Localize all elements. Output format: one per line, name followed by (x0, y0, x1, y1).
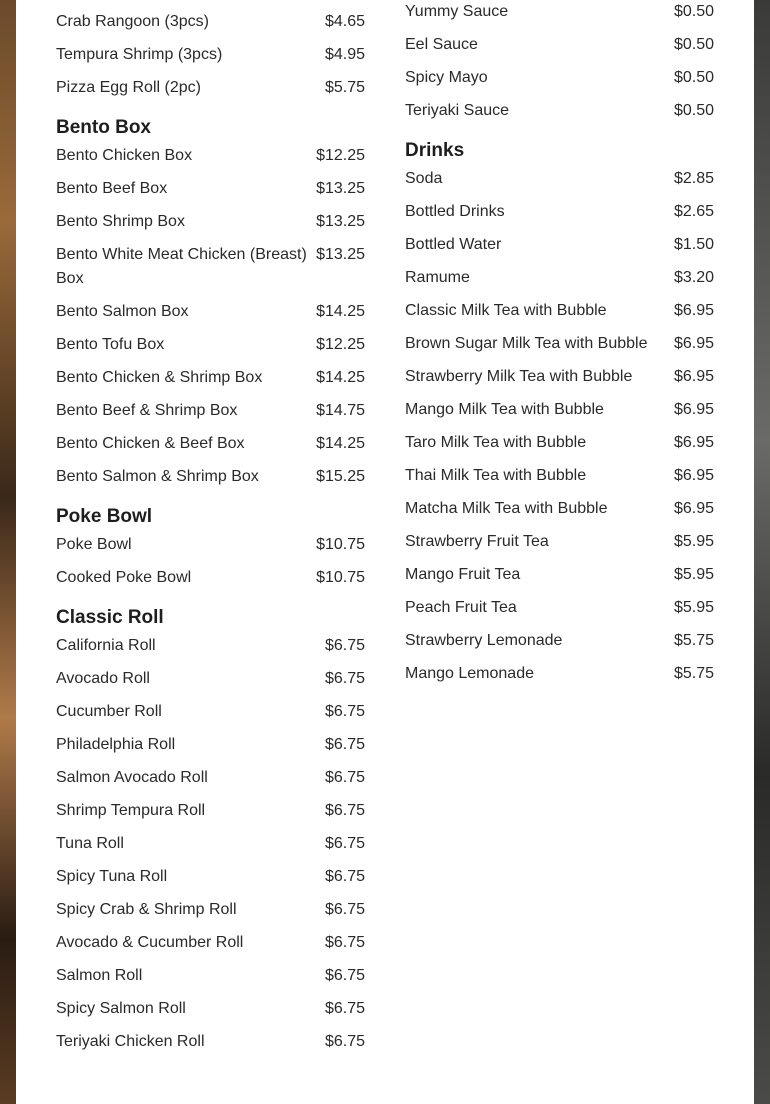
menu-item-name: Brown Sugar Milk Tea with Bubble (405, 335, 648, 352)
menu-item-price (325, 0, 365, 1)
menu-item-name: Avocado Roll (56, 670, 150, 687)
menu-item (56, 700, 365, 724)
menu-item-price: $5.95 (673, 599, 714, 616)
menu-section-classic-roll (56, 604, 365, 1054)
section-heading: Drinks (405, 140, 465, 161)
menu-item-name: Bottled Drinks (405, 203, 505, 220)
menu-item (405, 497, 714, 521)
menu-item (56, 832, 365, 856)
menu-item-name: Poke Bowl (56, 536, 132, 553)
menu-item-price: $0.50 (673, 3, 714, 20)
menu-item-name: Bottled Water (405, 236, 502, 253)
menu-column-right (405, 0, 714, 700)
menu-item (56, 865, 365, 889)
menu-item-name: Crab Rangoon (3pcs) (56, 13, 209, 30)
menu-item-name: Salmon Avocado Roll (56, 769, 208, 786)
menu-item (405, 365, 714, 389)
menu-item-name: Bento Salmon Box (56, 303, 189, 320)
menu-item-price: $14.25 (316, 303, 365, 320)
menu-item-price: $14.25 (316, 369, 365, 386)
menu-item-name: Bento Chicken & Beef Box (56, 435, 245, 452)
menu-item (56, 733, 365, 757)
menu-item-name: Bento Chicken & Shrimp Box (56, 369, 263, 386)
menu-column-left (56, 0, 365, 1068)
menu-item (405, 662, 714, 686)
menu-item (56, 0, 365, 1)
menu-item (56, 333, 365, 357)
menu-item-name: Bento Beef & Shrimp Box (56, 402, 238, 419)
menu-item-price: $6.95 (673, 401, 714, 418)
menu-item-name: Philadelphia Roll (56, 736, 176, 753)
menu-item (405, 431, 714, 455)
menu-item-name: Bento Chicken Box (56, 147, 193, 164)
menu-section-sauce (405, 0, 714, 123)
menu-item-price: $5.75 (673, 665, 714, 682)
menu-item-name: Spicy Crab & Shrimp Roll (56, 901, 237, 918)
menu-item-price: $6.75 (324, 1033, 365, 1050)
menu-item-price: $0.50 (673, 36, 714, 53)
menu-item-price: $6.75 (324, 802, 365, 819)
menu-item (405, 99, 714, 123)
menu-item-name: Mango Lemonade (405, 665, 534, 682)
menu-item (56, 10, 365, 34)
menu-item-price: $13.25 (316, 246, 365, 263)
menu-item-name: Pizza Egg Roll (2pc) (56, 79, 201, 96)
menu-item-name: Peach Fruit Tea (405, 599, 517, 616)
menu-item-price: $4.95 (324, 46, 365, 63)
section-heading: Classic Roll (56, 607, 164, 628)
menu-item-price: $10.75 (316, 569, 365, 586)
menu-item-name: Spicy Salmon Roll (56, 1000, 186, 1017)
menu-item-price: $1.50 (673, 236, 714, 253)
menu-item (56, 1030, 365, 1054)
menu-item (56, 533, 365, 557)
menu-item-price: $6.95 (673, 467, 714, 484)
menu-item-price: $5.75 (673, 632, 714, 649)
menu-item-price: $0.50 (673, 69, 714, 86)
menu-item (405, 398, 714, 422)
section-heading: Poke Bowl (56, 506, 153, 527)
menu-item-price: $2.65 (673, 203, 714, 220)
menu-item (405, 200, 714, 224)
menu-item (56, 300, 365, 324)
menu-section-poke-bowl (56, 503, 365, 590)
menu-item-name: Teriyaki Sauce (405, 102, 510, 119)
menu-item-price: $6.75 (324, 835, 365, 852)
menu-item (56, 465, 365, 489)
menu-item-name: Ramume (405, 269, 470, 286)
menu-item (56, 634, 365, 658)
menu-item-price: $12.25 (316, 147, 365, 164)
menu-item-price: $5.95 (673, 533, 714, 550)
menu-item-price: $6.95 (673, 434, 714, 451)
menu-item-price: $14.25 (316, 435, 365, 452)
menu-item (56, 799, 365, 823)
menu-item-name: Salmon Roll (56, 967, 143, 984)
menu-item-name: Mango Fruit Tea (405, 566, 521, 583)
menu-item (56, 667, 365, 691)
menu-item-name: Spicy Tuna Roll (56, 868, 168, 885)
menu-item-price: $13.25 (316, 180, 365, 197)
menu-item-price: $6.75 (324, 1000, 365, 1017)
menu-item (56, 366, 365, 390)
menu-item-price: $6.95 (673, 368, 714, 385)
menu-item-name: California Roll (56, 637, 156, 654)
menu-item (56, 898, 365, 922)
menu-item-name: Classic Milk Tea with Bubble (405, 302, 607, 319)
menu-item-name: Avocado & Cucumber Roll (56, 934, 244, 951)
menu-panel (16, 0, 754, 1104)
menu-item-price: $6.75 (324, 967, 365, 984)
menu-item-price: $6.75 (324, 934, 365, 951)
menu-item-price: $6.95 (673, 302, 714, 319)
menu-item-name: Soda (405, 170, 443, 187)
background-photo-right (754, 0, 770, 1104)
menu-item-name: Tuna Roll (56, 835, 124, 852)
menu-item-price: $6.75 (324, 868, 365, 885)
menu-item (405, 629, 714, 653)
menu-item-name: Yummy Sauce (405, 3, 509, 20)
menu-item (405, 266, 714, 290)
menu-item (405, 464, 714, 488)
menu-item-name: Thai Milk Tea with Bubble (405, 467, 587, 484)
menu-item-price: $6.75 (324, 670, 365, 687)
menu-item-name: Strawberry Lemonade (405, 632, 563, 649)
menu-item-name: Cucumber Roll (56, 703, 162, 720)
menu-item (56, 766, 365, 790)
menu-section-drinks (405, 137, 714, 686)
menu-item-name: Bento Shrimp Box (56, 213, 185, 230)
menu-item-name: Taro Milk Tea with Bubble (405, 434, 587, 451)
menu-item-price: $13.25 (316, 213, 365, 230)
menu-item (405, 563, 714, 587)
menu-item (56, 210, 365, 234)
menu-item (56, 76, 365, 100)
menu-item (56, 964, 365, 988)
section-heading: Bento Box (56, 117, 151, 138)
menu-item-price: $6.95 (673, 500, 714, 517)
menu-item-name: Shrimp Tempura Roll (56, 802, 206, 819)
menu-item (56, 43, 365, 67)
menu-item (405, 33, 714, 57)
menu-item-name: Bento Tofu Box (56, 336, 165, 353)
menu-item-price: $15.25 (316, 468, 365, 485)
menu-item-price: $6.75 (324, 736, 365, 753)
menu-item-name: Spicy Mayo (405, 69, 488, 86)
menu-item-price: $0.50 (673, 102, 714, 119)
menu-item-price: $5.95 (673, 566, 714, 583)
menu-item (56, 566, 365, 590)
menu-item-name: Eel Sauce (405, 36, 478, 53)
menu-item-price: $10.75 (316, 536, 365, 553)
menu-item-price: $2.85 (673, 170, 714, 187)
menu-item (405, 233, 714, 257)
menu-item-name: Teriyaki Chicken Roll (56, 1033, 205, 1050)
menu-item-name: Bento Salmon & Shrimp Box (56, 468, 259, 485)
menu-item-price: $6.75 (324, 769, 365, 786)
menu-item-price: $14.75 (316, 402, 365, 419)
menu-item (405, 596, 714, 620)
menu-item-price: $4.65 (324, 13, 365, 30)
menu-item-name: Bento White Meat Chicken (Breast) Box (56, 246, 307, 287)
menu-section-bento-box (56, 114, 365, 489)
menu-section (56, 0, 365, 100)
menu-item-name (56, 0, 325, 1)
menu-item (56, 997, 365, 1021)
menu-item-name: Mango Milk Tea with Bubble (405, 401, 604, 418)
menu-item (56, 243, 365, 291)
menu-item (405, 0, 714, 24)
menu-item-name: Bento Beef Box (56, 180, 168, 197)
menu-item-name: Matcha Milk Tea with Bubble (405, 500, 608, 517)
menu-item-name: Tempura Shrimp (3pcs) (56, 46, 223, 63)
menu-item (56, 931, 365, 955)
menu-item-name: Cooked Poke Bowl (56, 569, 192, 586)
menu-item-name: Strawberry Fruit Tea (405, 533, 549, 550)
menu-item (56, 177, 365, 201)
menu-item-name: Strawberry Milk Tea with Bubble (405, 368, 633, 385)
menu-item-price: $6.95 (673, 335, 714, 352)
menu-item-price: $5.75 (324, 79, 365, 96)
menu-item-price: $6.75 (324, 637, 365, 654)
menu-item (405, 167, 714, 191)
menu-item (405, 530, 714, 554)
menu-item (56, 399, 365, 423)
menu-item (405, 299, 714, 323)
background-photo-left (0, 0, 16, 1104)
menu-item (405, 332, 714, 356)
menu-item-price: $12.25 (316, 336, 365, 353)
menu-item-price: $6.75 (324, 901, 365, 918)
menu-item-price: $3.20 (673, 269, 714, 286)
menu-item (405, 66, 714, 90)
menu-item (56, 432, 365, 456)
menu-item-price: $6.75 (324, 703, 365, 720)
menu-item (56, 144, 365, 168)
